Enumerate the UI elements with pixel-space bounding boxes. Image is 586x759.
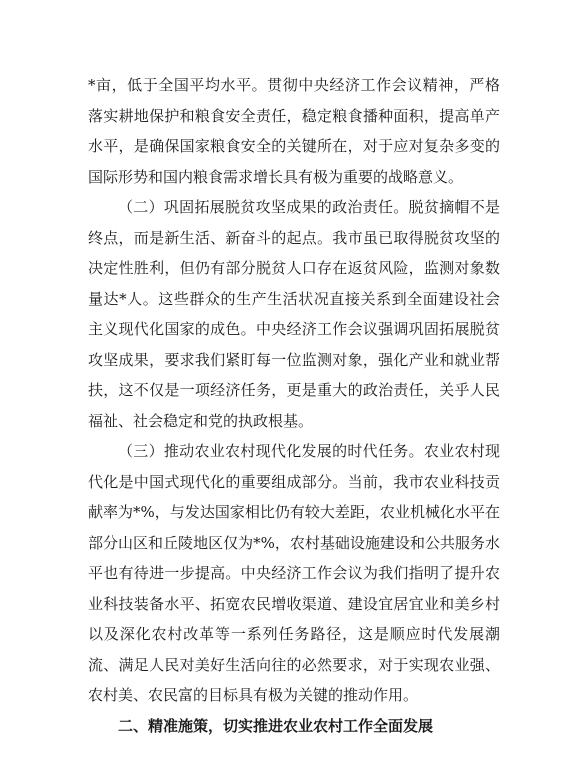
paragraph-agricultural-modernization: （三）推动农业农村现代化发展的时代任务。农业农村现代化是中国式现代化的重要组成部分。当前，我市农业科技贡献率为*%，与发达国家相比仍有较大差距，农业机械化水平在部分山区和丘陵地区仅为*%，农村基础设施建设和公共服务水平也有待进一步提高。中央经济工作会议为我们指明了提升农业科技装备水平、拓宽农民增收渠道、建设宜居宜业和美乡村以及深化农村改革等一系列任务路径，这是顺应时代发展潮流、满足人民对美好生活向往的必然要求，对于实现农业强、农村美、农民富的目标具有极为关键的推动作用。 (88, 442, 500, 704)
document-body (88, 70, 500, 741)
paragraph-poverty-alleviation: （二）巩固拓展脱贫攻坚成果的政治责任。脱贫摘帽不是终点，而是新生活、新奋斗的起点。我市虽已取得脱贫攻坚的决定性胜利，但仍有部分脱贫人口存在返贫风险，监测对象数量达*人。这些群众的生产生活状况直接关系到全面建设社会主义现代化国家的成色。中央经济工作会议强调巩固拓展脱贫攻坚成果，要求我们紧盯每一位监测对象，强化产业和就业帮扶，这不仅是一项经济任务，更是重大的政治责任，关乎人民福祉、社会稳定和党的执政根基。 (88, 198, 500, 430)
paragraph-grain-security: *亩，低于全国平均水平。贯彻中央经济工作会议精神，严格落实耕地保护和粮食安全责任，稳定粮食播种面积，提高单产水平，是确保国家粮食安全的关键所在，对于应对复杂多变的国际形势和国内粮食需求增长具有极为重要的战略意义。 (88, 76, 500, 186)
section-heading: 二、精准施策，切实推进农业农村工作全面发展 (118, 716, 434, 735)
